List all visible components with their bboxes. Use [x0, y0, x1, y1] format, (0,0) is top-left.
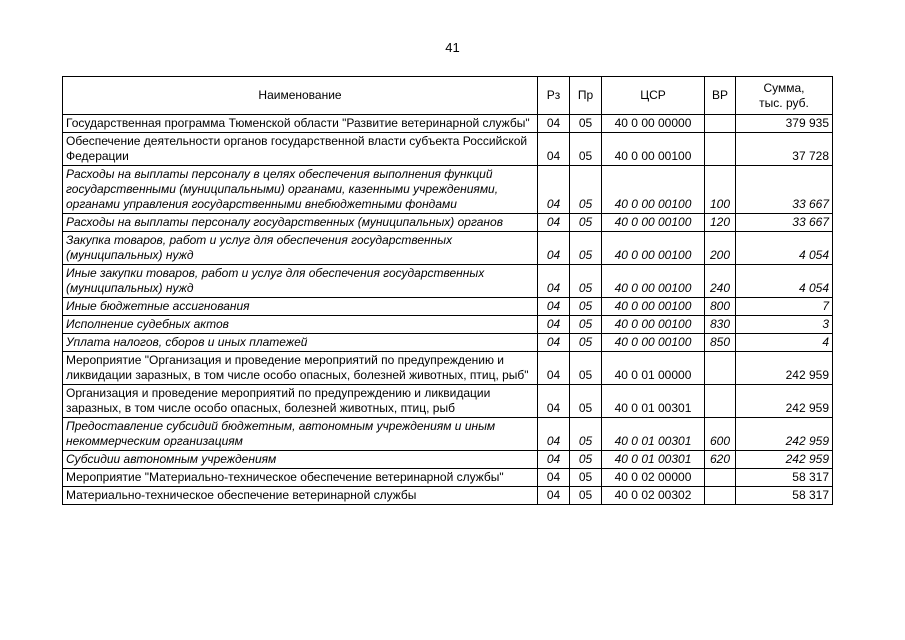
cell-sum: 33 667 — [736, 166, 833, 214]
cell-vr: 620 — [705, 451, 736, 469]
cell-vr: 800 — [705, 298, 736, 316]
header-vr: ВР — [705, 77, 736, 115]
cell-vr: 830 — [705, 316, 736, 334]
cell-sum: 7 — [736, 298, 833, 316]
cell-vr — [705, 352, 736, 385]
cell-csr: 40 0 00 00100 — [602, 298, 705, 316]
cell-pr: 05 — [570, 451, 602, 469]
cell-name: Материально-техническое обеспечение ветеринарной службы — [63, 487, 538, 505]
cell-rz: 04 — [538, 115, 570, 133]
cell-csr: 40 0 01 00301 — [602, 385, 705, 418]
cell-pr: 05 — [570, 418, 602, 451]
cell-rz: 04 — [538, 334, 570, 352]
cell-rz: 04 — [538, 469, 570, 487]
cell-name: Государственная программа Тюменской области "Развитие ветеринарной службы" — [63, 115, 538, 133]
table-row — [63, 265, 833, 298]
cell-name: Иные закупки товаров, работ и услуг для обеспечения государственных (муниципальных) нужд — [63, 265, 538, 298]
cell-csr: 40 0 02 00302 — [602, 487, 705, 505]
cell-sum: 4 — [736, 334, 833, 352]
cell-sum: 58 317 — [736, 487, 833, 505]
cell-csr: 40 0 00 00100 — [602, 265, 705, 298]
cell-csr: 40 0 00 00100 — [602, 214, 705, 232]
cell-rz: 04 — [538, 352, 570, 385]
header-sum-line1: Сумма, — [763, 80, 805, 95]
cell-rz: 04 — [538, 385, 570, 418]
cell-pr: 05 — [570, 214, 602, 232]
table-row — [63, 418, 833, 451]
cell-pr: 05 — [570, 133, 602, 166]
header-sum-line2: тыс. руб. — [759, 95, 809, 110]
cell-csr: 40 0 01 00301 — [602, 451, 705, 469]
cell-pr: 05 — [570, 115, 602, 133]
table-row — [63, 115, 833, 133]
cell-name: Предоставление субсидий бюджетным, автономным учреждениям и иным некоммерческим организациям — [63, 418, 538, 451]
cell-sum: 4 054 — [736, 265, 833, 298]
cell-rz: 04 — [538, 451, 570, 469]
cell-pr: 05 — [570, 232, 602, 265]
cell-sum: 3 — [736, 316, 833, 334]
cell-pr: 05 — [570, 298, 602, 316]
cell-csr: 40 0 00 00100 — [602, 316, 705, 334]
cell-name: Обеспечение деятельности органов государственной власти субъекта Российской Федерации — [63, 133, 538, 166]
table-row — [63, 232, 833, 265]
cell-sum: 242 959 — [736, 352, 833, 385]
cell-vr: 120 — [705, 214, 736, 232]
cell-name: Расходы на выплаты персоналу в целях обеспечения выполнения функций государственными (муниципальными) органами, казенными учреждениями, органами управления государственными внебюджетными фондами — [63, 166, 538, 214]
cell-vr: 100 — [705, 166, 736, 214]
cell-vr — [705, 115, 736, 133]
cell-vr: 240 — [705, 265, 736, 298]
cell-name: Расходы на выплаты персоналу государственных (муниципальных) органов — [63, 214, 538, 232]
cell-name: Мероприятие "Организация и проведение мероприятий по предупреждению и ликвидации заразных, в том числе особо опасных, болезней животных, птиц, рыб" — [63, 352, 538, 385]
cell-rz: 04 — [538, 418, 570, 451]
cell-csr: 40 0 01 00000 — [602, 352, 705, 385]
cell-pr: 05 — [570, 334, 602, 352]
header-sum — [736, 77, 833, 115]
cell-csr: 40 0 00 00000 — [602, 115, 705, 133]
table-row — [63, 385, 833, 418]
cell-vr: 600 — [705, 418, 736, 451]
header-rz: Рз — [538, 77, 570, 115]
cell-vr — [705, 133, 736, 166]
cell-rz: 04 — [538, 265, 570, 298]
table-row — [63, 352, 833, 385]
cell-csr: 40 0 00 00100 — [602, 334, 705, 352]
cell-name: Уплата налогов, сборов и иных платежей — [63, 334, 538, 352]
cell-pr: 05 — [570, 487, 602, 505]
cell-pr: 05 — [570, 385, 602, 418]
cell-sum: 242 959 — [736, 385, 833, 418]
cell-name: Закупка товаров, работ и услуг для обеспечения государственных (муниципальных) нужд — [63, 232, 538, 265]
cell-name: Иные бюджетные ассигнования — [63, 298, 538, 316]
cell-name: Исполнение судебных актов — [63, 316, 538, 334]
cell-csr: 40 0 02 00000 — [602, 469, 705, 487]
table-row — [63, 451, 833, 469]
cell-rz: 04 — [538, 298, 570, 316]
cell-vr — [705, 385, 736, 418]
table-row — [63, 469, 833, 487]
cell-rz: 04 — [538, 487, 570, 505]
cell-pr: 05 — [570, 265, 602, 298]
cell-name: Организация и проведение мероприятий по предупреждению и ликвидации заразных, в том числе особо опасных, болезней животных, птиц, рыб — [63, 385, 538, 418]
cell-rz: 04 — [538, 133, 570, 166]
cell-name: Мероприятие "Материально-техническое обеспечение ветеринарной службы" — [63, 469, 538, 487]
cell-sum: 379 935 — [736, 115, 833, 133]
cell-pr: 05 — [570, 352, 602, 385]
cell-csr: 40 0 01 00301 — [602, 418, 705, 451]
table-row — [63, 487, 833, 505]
cell-rz: 04 — [538, 166, 570, 214]
cell-sum: 242 959 — [736, 451, 833, 469]
cell-sum: 4 054 — [736, 232, 833, 265]
cell-rz: 04 — [538, 316, 570, 334]
cell-csr: 40 0 00 00100 — [602, 232, 705, 265]
cell-vr — [705, 487, 736, 505]
table-row — [63, 214, 833, 232]
header-name: Наименование — [63, 77, 538, 115]
table-row — [63, 316, 833, 334]
budget-table — [62, 76, 833, 505]
header-csr: ЦСР — [602, 77, 705, 115]
table-row — [63, 133, 833, 166]
cell-sum: 37 728 — [736, 133, 833, 166]
cell-csr: 40 0 00 00100 — [602, 133, 705, 166]
header-row — [63, 77, 833, 115]
cell-sum: 33 667 — [736, 214, 833, 232]
cell-csr: 40 0 00 00100 — [602, 166, 705, 214]
table-row — [63, 334, 833, 352]
cell-vr: 200 — [705, 232, 736, 265]
cell-rz: 04 — [538, 214, 570, 232]
cell-pr: 05 — [570, 469, 602, 487]
page-number: 41 — [445, 40, 460, 55]
cell-vr: 850 — [705, 334, 736, 352]
cell-pr: 05 — [570, 166, 602, 214]
table-row — [63, 298, 833, 316]
cell-pr: 05 — [570, 316, 602, 334]
cell-vr — [705, 469, 736, 487]
table-body — [63, 115, 833, 505]
cell-rz: 04 — [538, 232, 570, 265]
cell-sum: 58 317 — [736, 469, 833, 487]
table-row — [63, 166, 833, 214]
cell-sum: 242 959 — [736, 418, 833, 451]
cell-name: Субсидии автономным учреждениям — [63, 451, 538, 469]
header-pr: Пр — [570, 77, 602, 115]
